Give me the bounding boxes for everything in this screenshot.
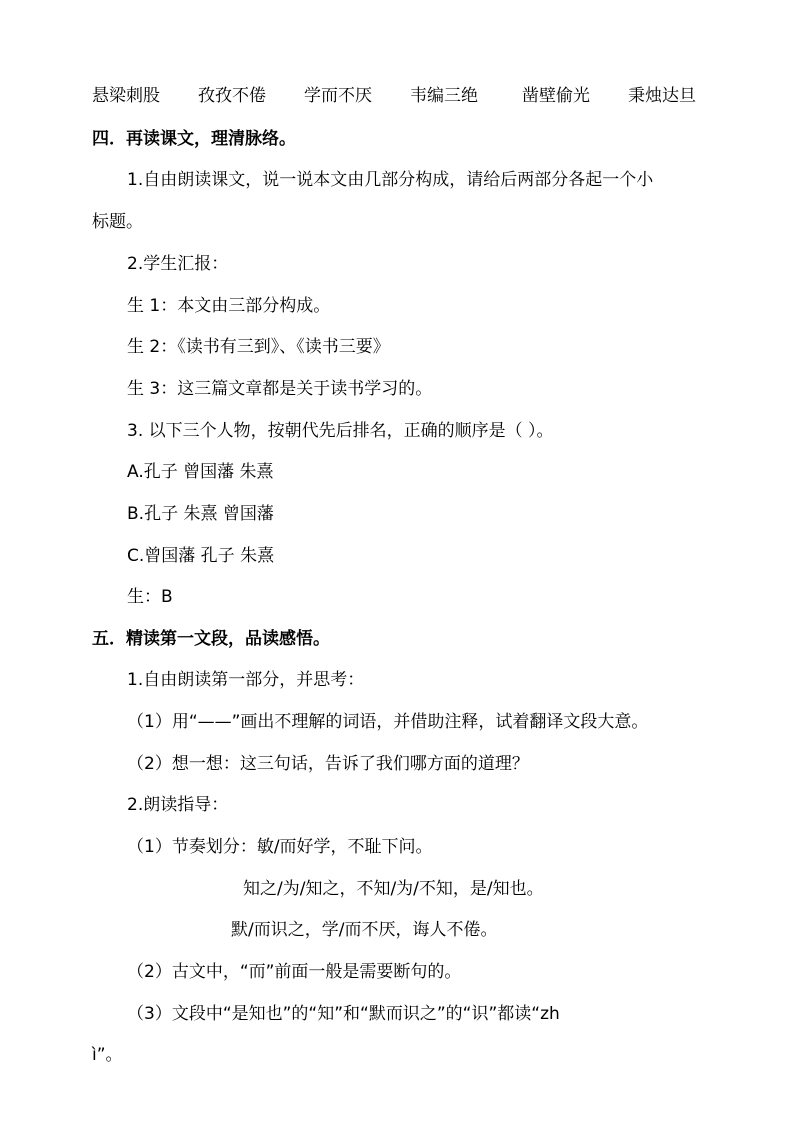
idiom-item: 孜孜不倦 <box>198 86 266 106</box>
s5-item1: 1.自由朗读第一部分，并思考： <box>127 670 365 690</box>
idiom-row <box>92 84 712 108</box>
s4-student2: 生 2：《读书有三到》、《读书三要》 <box>127 337 390 357</box>
s4-item1-line2: 标题。 <box>92 212 143 232</box>
s5-question1: （1）用“——”画出不理解的词语，并借助注释，试着翻译文段大意。 <box>127 712 649 732</box>
s5-item2: 2.朗读指导： <box>127 795 229 815</box>
section-4-heading: 四．再读课文，理清脉络。 <box>92 129 296 149</box>
s5-rhythm3-line1: （3）文段中“是知也”的“知”和“默而识之”的“识”都读“zh <box>127 1004 560 1024</box>
s5-rhythm1-line2: 知之/为/知之，不知/为/不知，是/知也。 <box>243 879 544 899</box>
s5-rhythm1: （1）节奏划分：敏/而好学，不耻下问。 <box>127 837 433 857</box>
s5-rhythm2: （2）古文中，“而”前面一般是需要断句的。 <box>127 962 462 982</box>
s4-student3: 生 3：这三篇文章都是关于读书学习的。 <box>127 379 433 399</box>
s4-item2: 2.学生汇报： <box>127 254 229 274</box>
idiom-item: 秉烛达旦 <box>628 86 696 106</box>
s5-question2: （2）想一想：这三句话，告诉了我们哪方面的道理？ <box>127 754 529 774</box>
s5-rhythm3-line2: ì”。 <box>92 1045 123 1065</box>
s4-answer: 生：B <box>127 587 173 607</box>
s4-item3-question: 3. 以下三个人物，按朝代先后排名，正确的顺序是（ ）。 <box>127 421 554 441</box>
s4-option-a: A.孔子 曾国藩 朱熹 <box>127 462 274 482</box>
s4-item1-line1: 1.自由朗读课文，说一说本文由几部分构成，请给后两部分各起一个小 <box>127 170 654 190</box>
s4-option-b: B.孔子 朱熹 曾国藩 <box>127 504 274 524</box>
s5-rhythm1-line3: 默/而识之，学/而不厌，诲人不倦。 <box>231 920 498 940</box>
idiom-item: 学而不厌 <box>304 86 372 106</box>
idiom-item: 悬梁刺股 <box>92 86 160 106</box>
section-5-heading: 五．精读第一文段，品读感悟。 <box>92 629 330 649</box>
s4-student1: 生 1：本文由三部分构成。 <box>127 296 331 316</box>
s4-option-c: C.曾国藩 孔子 朱熹 <box>127 546 275 566</box>
idiom-item: 凿壁偷光 <box>522 86 590 106</box>
idiom-item: 韦编三绝 <box>410 86 478 106</box>
